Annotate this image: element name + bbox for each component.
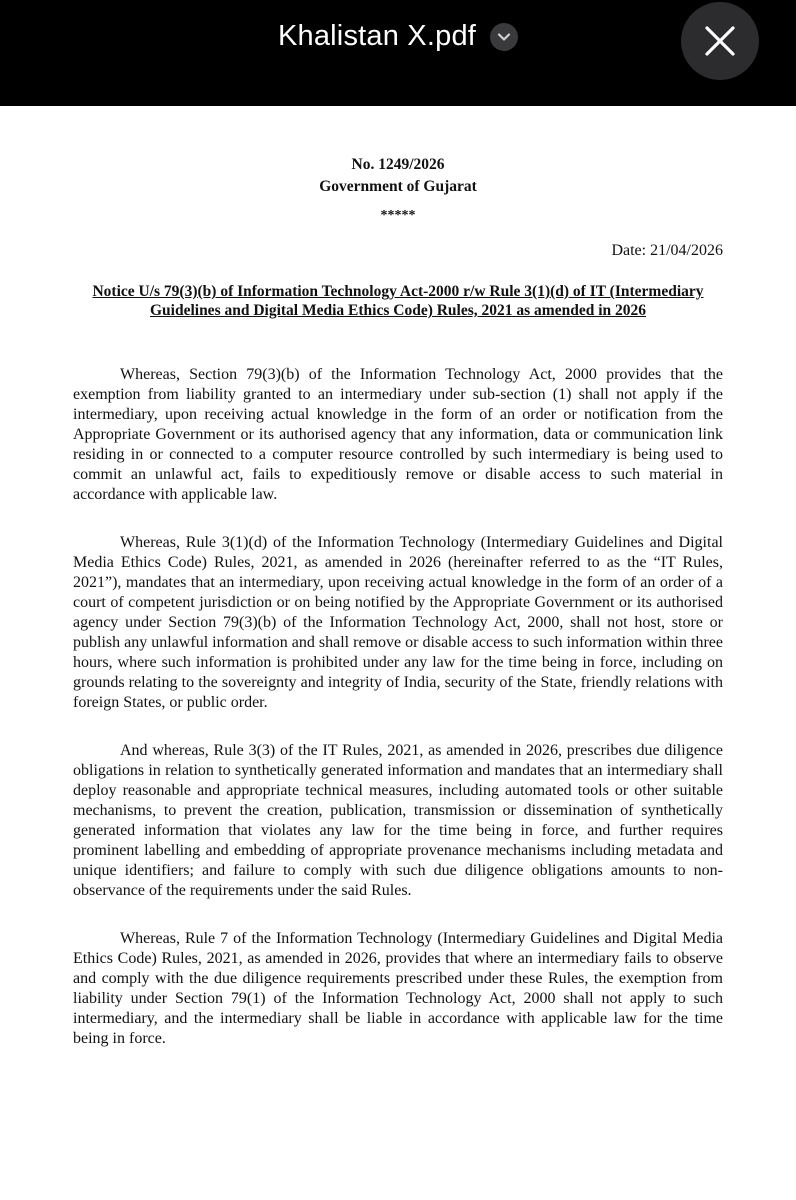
close-button[interactable]	[681, 2, 759, 80]
separator: *****	[380, 208, 416, 223]
viewer-top-bar	[0, 0, 796, 106]
chevron-down-icon	[497, 32, 511, 42]
notice-subject: Notice U/s 79(3)(b) of Information Technology Act-2000 r/w Rule 3(1)(d) of IT (Intermediary Guidelines and Digital Media Ethics Code) Rules, 2021 as amended in 2026	[92, 283, 704, 319]
issuing-authority: Government of Gujarat	[319, 178, 477, 195]
paragraph-2: Whereas, Rule 3(1)(d) of the Information Technology (Intermediary Guidelines and Digital Media Ethics Code) Rules, 2021, as amended in 2026 (hereinafter referred to as the “IT Rules, 2021”), mandates that an intermediary, upon receiving actual knowledge in the form of an order of a court of competent jurisdiction or on being notified by the Appropriate Government or its authorised agency under Section 79(3)(b) of the Information Technology Act, 2000, shall not host, store or publish any unlawful information and shall remove or disable access to such information within three hours, where such information is prohibited under any law for the time being in force, including on grounds relating to the sovereignty and integrity of India, security of the State, friendly relations with foreign States, or public order.	[73, 534, 723, 711]
paragraph-1: Whereas, Section 79(3)(b) of the Information Technology Act, 2000 provides that the exemption from liability granted to an intermediary under sub-section (1) shall not apply if the intermediary, upon receiving actual knowledge in the form of an order or notification from the Appropriate Government or its authorised agency that any information, data or communication link residing in or connected to a computer resource controlled by such intermediary is being used to commit an unlawful act, fails to expeditiously remove or disable access to such material in accordance with applicable law.	[73, 366, 723, 503]
paragraph-4: Whereas, Rule 7 of the Information Technology (Intermediary Guidelines and Digital Media Ethics Code) Rules, 2021, as amended in 2026, provides that where an intermediary fails to observe and comply with the due diligence requirements prescribed under these Rules, the exemption from liability under Section 79(1) of the Information Technology Act, 2000 shall not apply to such intermediary, and the intermediary shall be liable in accordance with applicable law for the time being in force.	[73, 930, 723, 1047]
document-number: No. 1249/2026	[351, 156, 445, 173]
title-area	[0, 20, 796, 53]
paragraph-3: And whereas, Rule 3(3) of the IT Rules, 2021, as amended in 2026, prescribes due diligence obligations in relation to synthetically generated information and mandates that an intermediary shall deploy reasonable and appropriate technical measures, including automated tools or other suitable mechanisms, to prevent the creation, publication, transmission or dissemination of synthetically generated information that violates any law for the time being in force, and further requires prominent labelling and embedding of appropriate provenance mechanisms including metadata and unique identifiers; and failure to comply with such due diligence obligations amounts to non-observance of the requirements under the said Rules.	[73, 742, 723, 899]
document-date: Date: 21/04/2026	[611, 242, 723, 259]
file-title[interactable]: Khalistan X.pdf	[277, 20, 477, 52]
document-body	[73, 154, 723, 1049]
pdf-page[interactable]	[0, 106, 796, 1200]
close-icon	[704, 25, 736, 57]
file-options-button[interactable]	[490, 23, 518, 51]
